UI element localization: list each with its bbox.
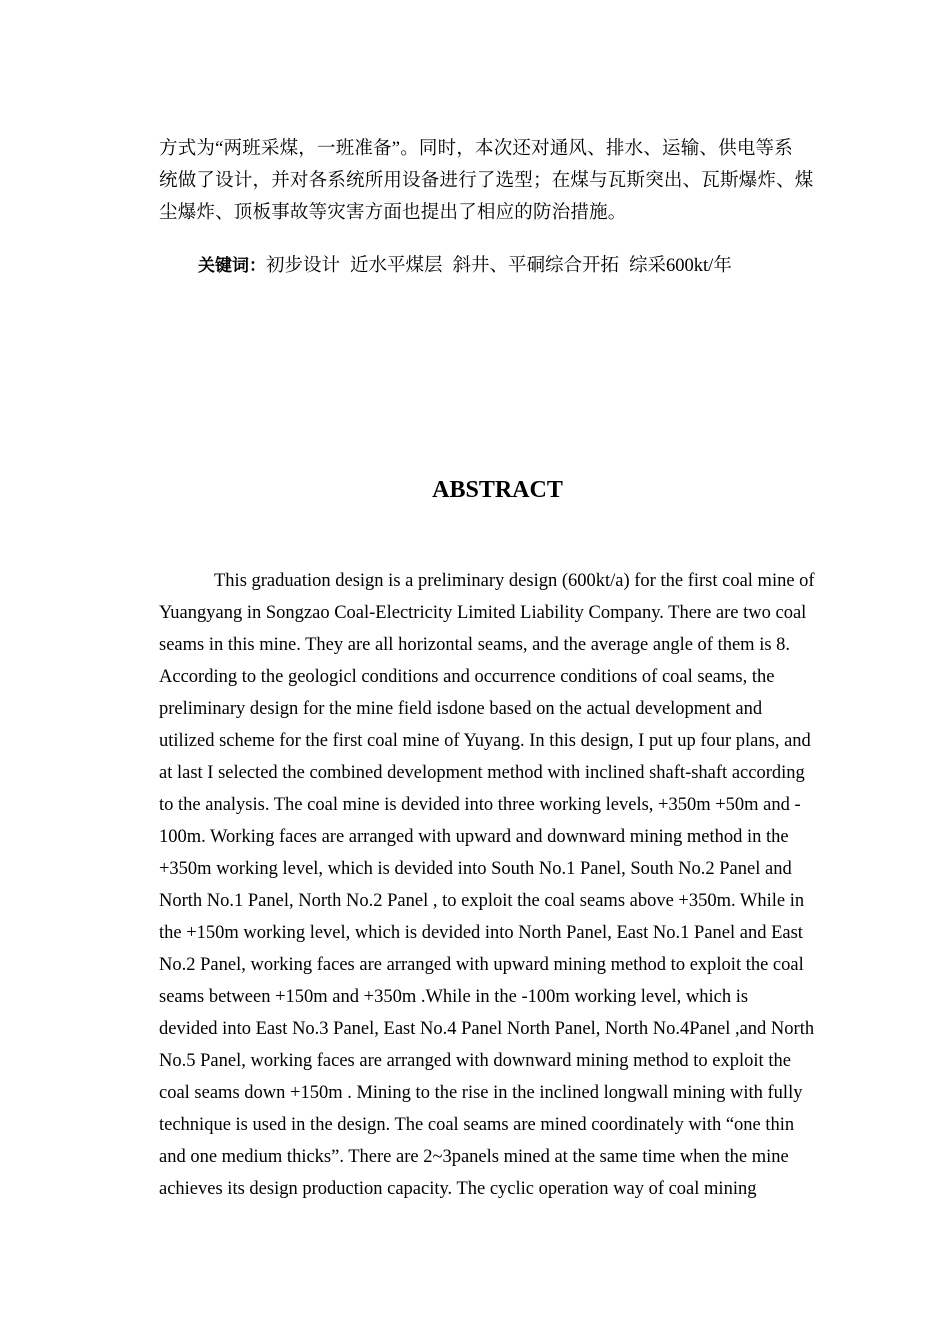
abstract-text-line: achieves its design production capacity. The cyclic operation way of coal mining <box>159 1179 757 1199</box>
abstract-text-line: to the analysis. The coal mine is devided into three working levels, +350m +50m and - <box>159 795 801 815</box>
abstract-text-line: technique is used in the design. The coal seams are mined coordinately with “one thin <box>159 1115 795 1135</box>
keyword-item: 综采600kt/年 <box>629 256 732 276</box>
abstract-text-line: coal seams down +150m . Mining to the rise in the inclined longwall mining with fully <box>159 1083 803 1103</box>
abstract-text-line: No.2 Panel, working faces are arranged with upward mining method to exploit the coal <box>159 955 804 975</box>
abstract-text-line: seams between +150m and +350m .While in the -100m working level, which is <box>159 987 749 1007</box>
keyword-item: 斜井、平硐综合开拓 <box>452 256 620 276</box>
abstract-text-line: and one medium thicks”. There are 2~3panels mined at the same time when the mine <box>159 1147 789 1167</box>
abstract-text-line: at last I selected the combined development method with inclined shaft-shaft according <box>159 763 805 783</box>
keyword-item: 近水平煤层 <box>350 256 443 276</box>
abstract-heading: ABSTRACT <box>432 477 563 503</box>
abstract-text-line: utilized scheme for the first coal mine of Yuyang. In this design, I put up four plans, and <box>159 731 811 751</box>
abstract-text-line: This graduation design is a preliminary design (600kt/a) for the first coal mine of <box>214 571 815 591</box>
abstract-text-line: North No.1 Panel, North No.2 Panel , to exploit the coal seams above +350m. While in <box>159 891 805 911</box>
keywords-label: 关键词： <box>198 256 266 276</box>
abstract-text-line: +350m working level, which is devided into South No.1 Panel, South No.2 Panel and <box>159 859 792 879</box>
abstract-text-line: 100m. Working faces are arranged with upward and downward mining method in the <box>159 827 789 847</box>
chinese-text-line: 方式为“两班采煤，一班准备”。同时，本次还对通风、排水、运输、供电等系 <box>159 139 793 159</box>
keyword-item: 初步设计 <box>266 256 341 276</box>
abstract-text-line: devided into East No.3 Panel, East No.4 Panel North Panel, North No.4Panel ,and North <box>159 1019 815 1039</box>
keywords-line <box>198 255 732 277</box>
abstract-text-line: Yuangyang in Songzao Coal-Electricity Limited Liability Company. There are two coal <box>159 603 807 623</box>
abstract-text-line: According to the geologicl conditions and occurrence conditions of coal seams, the <box>159 667 775 687</box>
abstract-text-line: seams in this mine. They are all horizontal seams, and the average angle of them is 8. <box>159 635 791 655</box>
abstract-text-line: preliminary design for the mine field isdone based on the actual development and <box>159 699 763 719</box>
abstract-text-line: the +150m working level, which is devided into North Panel, East No.1 Panel and East <box>159 923 803 943</box>
chinese-text-line: 尘爆炸、顶板事故等灾害方面也提出了相应的防治措施。 <box>159 203 627 223</box>
abstract-text-line: No.5 Panel, working faces are arranged with downward mining method to exploit the <box>159 1051 791 1071</box>
chinese-text-line: 统做了设计，并对各系统所用设备进行了选型；在煤与瓦斯突出、瓦斯爆炸、煤 <box>159 171 814 191</box>
